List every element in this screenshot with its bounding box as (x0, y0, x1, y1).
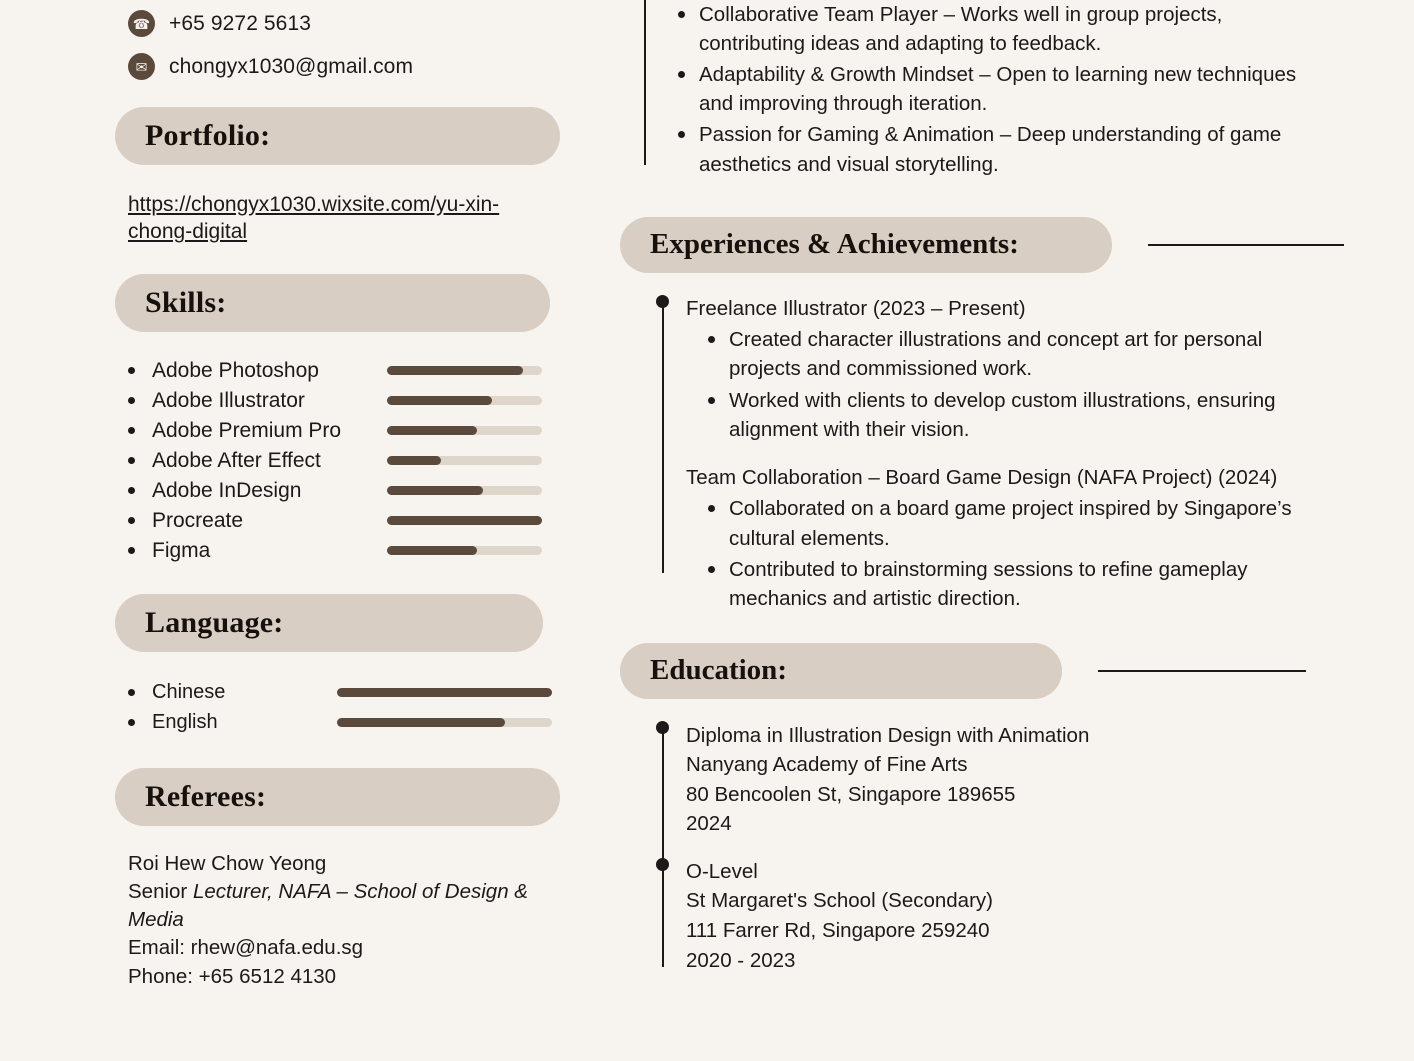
entry-spacer (686, 446, 1414, 464)
skill-label: Adobe Premium Pro (152, 418, 342, 442)
language-item (0, 678, 600, 708)
education-timeline (662, 721, 1414, 975)
experience-entry (686, 295, 1414, 444)
contact-phone-text: +65 9272 5613 (169, 11, 312, 35)
experience-entry (686, 464, 1414, 613)
skill-label: Adobe Photoshop (152, 358, 319, 382)
bullet-icon (128, 719, 135, 726)
skill-meter (387, 546, 542, 555)
bullet-icon (708, 397, 715, 404)
strength-item (678, 0, 1414, 58)
referee-phone: Phone: +65 6512 4130 (128, 964, 337, 988)
skill-meter (387, 396, 542, 405)
strength-text: Collaborative Team Player – Works well in group projects, contributing ideas and adapting to feedback. (699, 3, 1223, 56)
skill-label: Figma (152, 538, 211, 562)
timeline-dot-icon (656, 295, 669, 308)
bullet-icon (128, 517, 135, 524)
strength-text: Passion for Gaming & Animation – Deep understanding of game aesthetics and visual storytelling. (699, 123, 1282, 176)
skill-label: Adobe Illustrator (152, 388, 305, 412)
bullet-icon (128, 427, 135, 434)
experience-bullet (708, 386, 1414, 444)
portfolio-heading (115, 107, 560, 165)
bullet-icon (708, 566, 715, 573)
skill-meter (387, 366, 542, 375)
portfolio-link[interactable]: https://chongyx1030.wixsite.com/yu-xin-chong-digital (128, 193, 500, 244)
education-pill (620, 643, 1062, 699)
language-heading (115, 594, 543, 652)
education-line: 2020 - 2023 (686, 948, 796, 972)
experience-bullet (708, 555, 1414, 613)
strengths-timeline-line (644, 0, 646, 165)
strength-text: Adaptability & Growth Mindset – Open to learning new techniques and improving through iteration. (699, 63, 1297, 116)
strength-item (678, 60, 1414, 118)
referee-role-italic: Lecturer, NAFA – School of Design & Media (128, 879, 528, 932)
referee-role-prefix: Senior (128, 879, 193, 903)
experience-bullet-text: Collaborated on a board game project inspired by Singapore’s cultural elements. (729, 497, 1292, 550)
bullet-icon (128, 397, 135, 404)
skill-meter (387, 486, 542, 495)
strengths-section (600, 0, 1414, 179)
experience-bullet-text: Contributed to brainstorming sessions to refine gameplay mechanics and artistic direction. (729, 557, 1248, 610)
contact-list (0, 0, 600, 80)
bullet-icon (128, 367, 135, 374)
timeline-dot-icon (656, 721, 669, 734)
skill-meter (387, 426, 542, 435)
skill-item (0, 416, 600, 446)
language-meter (337, 688, 552, 697)
skill-label: Adobe InDesign (152, 478, 302, 502)
experience-heading: Freelance Illustrator (2023 – Present) (686, 296, 1026, 320)
education-line: O-Level (686, 859, 758, 883)
referee-details (0, 850, 578, 991)
skill-item (0, 476, 600, 506)
education-line: St Margaret's School (Secondary) (686, 889, 993, 913)
bullet-icon (128, 689, 135, 696)
experience-bullet-text: Created character illustrations and concept art for personal projects and commissioned work. (729, 328, 1263, 381)
experiences-timeline (662, 295, 1414, 613)
education-timeline-line (662, 727, 664, 967)
right-column (600, 0, 1414, 1061)
skill-item (0, 386, 600, 416)
referees-title: Referees: (145, 779, 267, 813)
skill-label: Adobe After Effect (152, 448, 321, 472)
strengths-list (656, 0, 1414, 179)
bullet-icon (708, 336, 715, 343)
experiences-rule (1148, 244, 1344, 246)
language-label: Chinese (152, 681, 226, 704)
strength-item (678, 120, 1414, 178)
skill-item (0, 506, 600, 536)
bullet-icon (678, 11, 685, 18)
experience-bullets (686, 325, 1414, 443)
contact-email-text: chongyx1030@gmail.com (169, 54, 414, 78)
bullet-icon (128, 487, 135, 494)
bullet-icon (678, 131, 685, 138)
experience-bullet (708, 325, 1414, 383)
skill-meter (387, 516, 542, 525)
portfolio-link-block (0, 191, 548, 246)
experience-bullet-text: Worked with clients to develop custom illustrations, ensuring alignment with their vision. (729, 388, 1276, 441)
skill-label: Procreate (152, 508, 244, 532)
referee-email: Email: rhew@nafa.edu.sg (128, 936, 364, 960)
education-line: Nanyang Academy of Fine Arts (686, 753, 968, 777)
experience-heading: Team Collaboration – Board Game Design (NAFA Project) (2024) (686, 465, 1278, 489)
skills-heading (115, 274, 550, 332)
referee-role (128, 878, 578, 935)
skills-title: Skills: (145, 285, 227, 319)
skill-item (0, 536, 600, 566)
portfolio-title: Portfolio: (145, 119, 271, 152)
bullet-icon (678, 71, 685, 78)
education-line: 111 Farrer Rd, Singapore 259240 (686, 919, 990, 942)
language-item (0, 708, 600, 738)
education-line: 2024 (686, 812, 732, 836)
bullet-icon (128, 457, 135, 464)
education-line: 80 Bencoolen St, Singapore 189655 (686, 782, 1016, 806)
experiences-heading (620, 217, 1414, 273)
skill-meter (387, 456, 542, 465)
email-icon: ✉ (128, 53, 155, 80)
language-list (0, 678, 600, 738)
education-entry (686, 721, 1414, 839)
referee-name: Roi Hew Chow Yeong (128, 851, 327, 875)
referees-heading (115, 768, 560, 826)
timeline-dot-icon (656, 858, 669, 871)
entry-spacer (686, 839, 1414, 857)
language-meter (337, 718, 552, 727)
left-column (0, 0, 600, 1061)
education-entry (686, 857, 1414, 975)
skill-item (0, 356, 600, 386)
contact-phone (0, 10, 600, 37)
experiences-title: Experiences & Achievements: (650, 228, 1019, 261)
education-rule (1098, 670, 1306, 672)
phone-icon: ☎ (128, 10, 155, 37)
experiences-timeline-line (662, 301, 664, 573)
bullet-icon (708, 505, 715, 512)
skills-list (0, 356, 600, 566)
education-heading (620, 643, 1414, 699)
experiences-pill (620, 217, 1112, 273)
contact-email (0, 53, 600, 80)
skill-item (0, 446, 600, 476)
bullet-icon (128, 547, 135, 554)
language-title: Language: (145, 605, 284, 639)
language-label: English (152, 711, 218, 734)
experience-bullet (708, 494, 1414, 552)
education-line: Diploma in Illustration Design with Animation (686, 723, 1090, 747)
experience-bullets (686, 494, 1414, 612)
education-title: Education: (650, 654, 787, 687)
